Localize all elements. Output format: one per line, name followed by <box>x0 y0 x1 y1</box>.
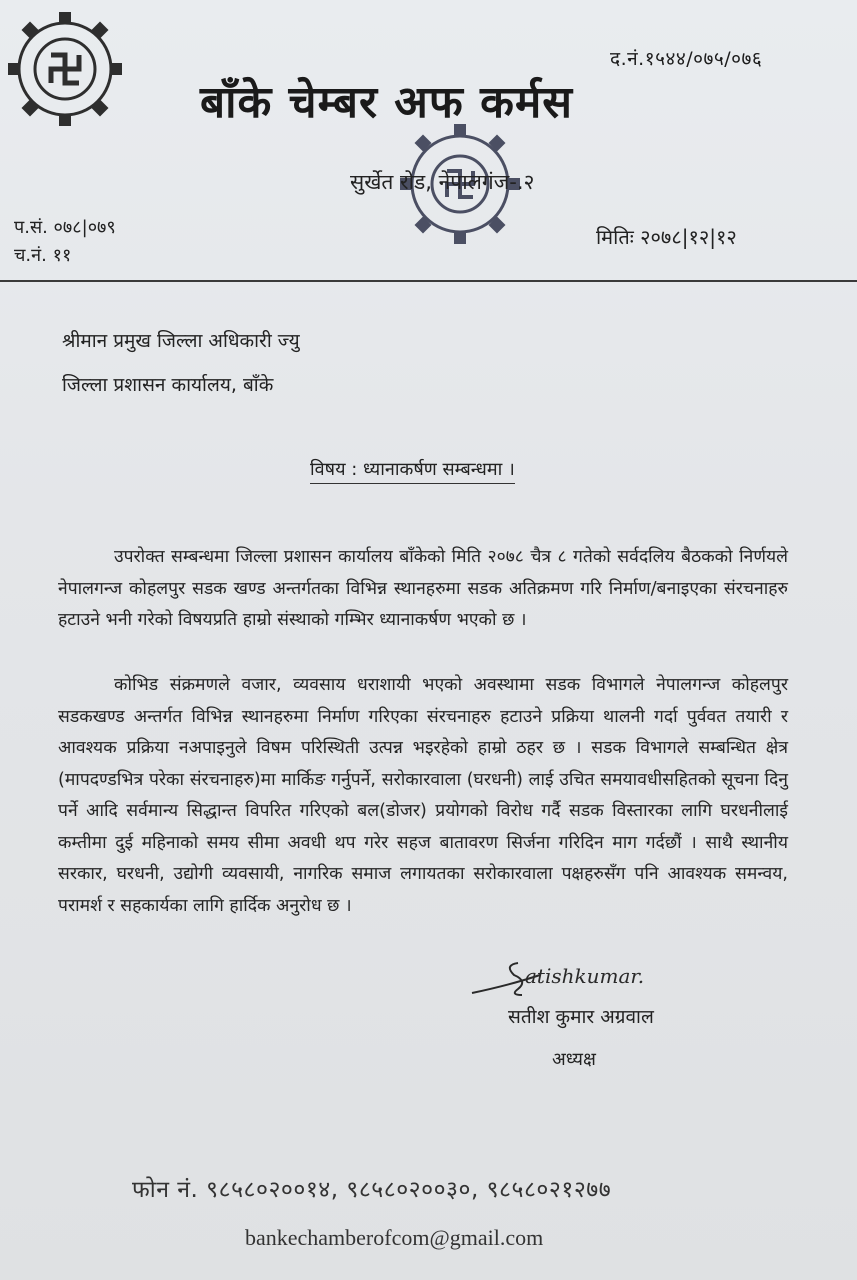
gear-emblem-icon <box>6 10 124 128</box>
footer-phone: फोन नं. ९८५८०२००१४, ९८५८०२००३०, ९८५८०२१२७७ <box>132 1177 612 1203</box>
organization-address: सुर्खेत रोड, नेपालगंज-.२ <box>350 170 535 194</box>
svg-text:atishkumar.: atishkumar. <box>525 964 645 988</box>
recipient-office: जिल्ला प्रशासन कार्यालय, बाँके <box>62 374 274 396</box>
letterhead-divider <box>0 280 857 282</box>
chamber-logo-top-left <box>6 10 124 128</box>
letter-date: मितिः २०७८|१२|१२ <box>596 225 737 249</box>
footer-email[interactable]: bankechamberofcom@gmail.com <box>245 1225 544 1250</box>
body-paragraph-2: कोभिड संक्रमणले वजार, व्यवसाय धराशायी भएको अवस्थामा सडक विभागले नेपालगन्ज कोहलपुर सडकखण्ड अन्तर्गत विभिन्न स्थानहरुमा निर्माण गरिएका संरचनाहरु हटाउने प्रक्रिया थालनी गर्दा पुर्ववत तयारी र आवश्यक प्रक्रिया नअपाइनुले विषम परिस्थिती उत्पन्न भइरहेको हाम्रो ठहर छ । सडक विभागले सम्बन्धित क्षेत्र (मापदण्डभित्र परेका संरचनाहरु)मा मार्किङ गर्नुपर्ने, सरोकारवाला (घरधनी) लाई उचित समयावधीसहितको सूचना दिनु पर्ने आदि सर्वमान्य सिद्धान्त विपरित गरिएको बल(डोजर) प्रयोगको विरोध गर्दै सडक विस्तारका लागि घरधनीलाई कम्तीमा दुई महिनाको समय सीमा अवधी थप गरेर सहज बातावरण सिर्जना गरिदिन माग गर्दछौं । साथै स्थानीय सरकार, घरधनी, उद्योगी व्यवसायी, नागरिक समाज लगायतका सरोकारवाला पक्षहरुसँग पनि आवश्यक समन्वय, परामर्श र सहकार्यका लागि हार्दिक अनुरोध छ । <box>58 675 788 916</box>
body-paragraph-1: उपरोक्त सम्बन्धमा जिल्ला प्रशासन कार्यालय बाँकेको मिति २०७८ चैत्र ८ गतेको सर्वदलिय बैठकको निर्णयले नेपालगन्ज कोहलपुर सडक खण्ड अन्तर्गतका विभिन्न स्थानहरुमा सडक अतिक्रमण गरि निर्माण/बनाइएका संरचनाहरु हटाउने भनी गरेको विषयप्रति हाम्रो संस्थाको गम्भिर ध्यानाकर्षण भएको छ । <box>58 547 788 630</box>
signatory-name: सतीश कुमार अग्रवाल <box>508 1006 654 1028</box>
letter-reference-number: प.सं. ०७८|०७९ <box>14 217 116 238</box>
handwritten-signature <box>470 955 700 1009</box>
recipient-title: श्रीमान प्रमुख जिल्ला अधिकारी ज्यु <box>62 330 300 352</box>
organization-title: बाँके चेम्बर अफ कर्मस <box>200 77 574 128</box>
registration-number: द.नं.१५४४/०७५/०७६ <box>610 48 763 70</box>
signatory-title: अध्यक्ष <box>552 1049 596 1070</box>
dispatch-number: च.नं. ११ <box>14 245 72 266</box>
letter-subject: विषय : ध्यानाकर्षण सम्बन्धमा । <box>310 457 515 484</box>
